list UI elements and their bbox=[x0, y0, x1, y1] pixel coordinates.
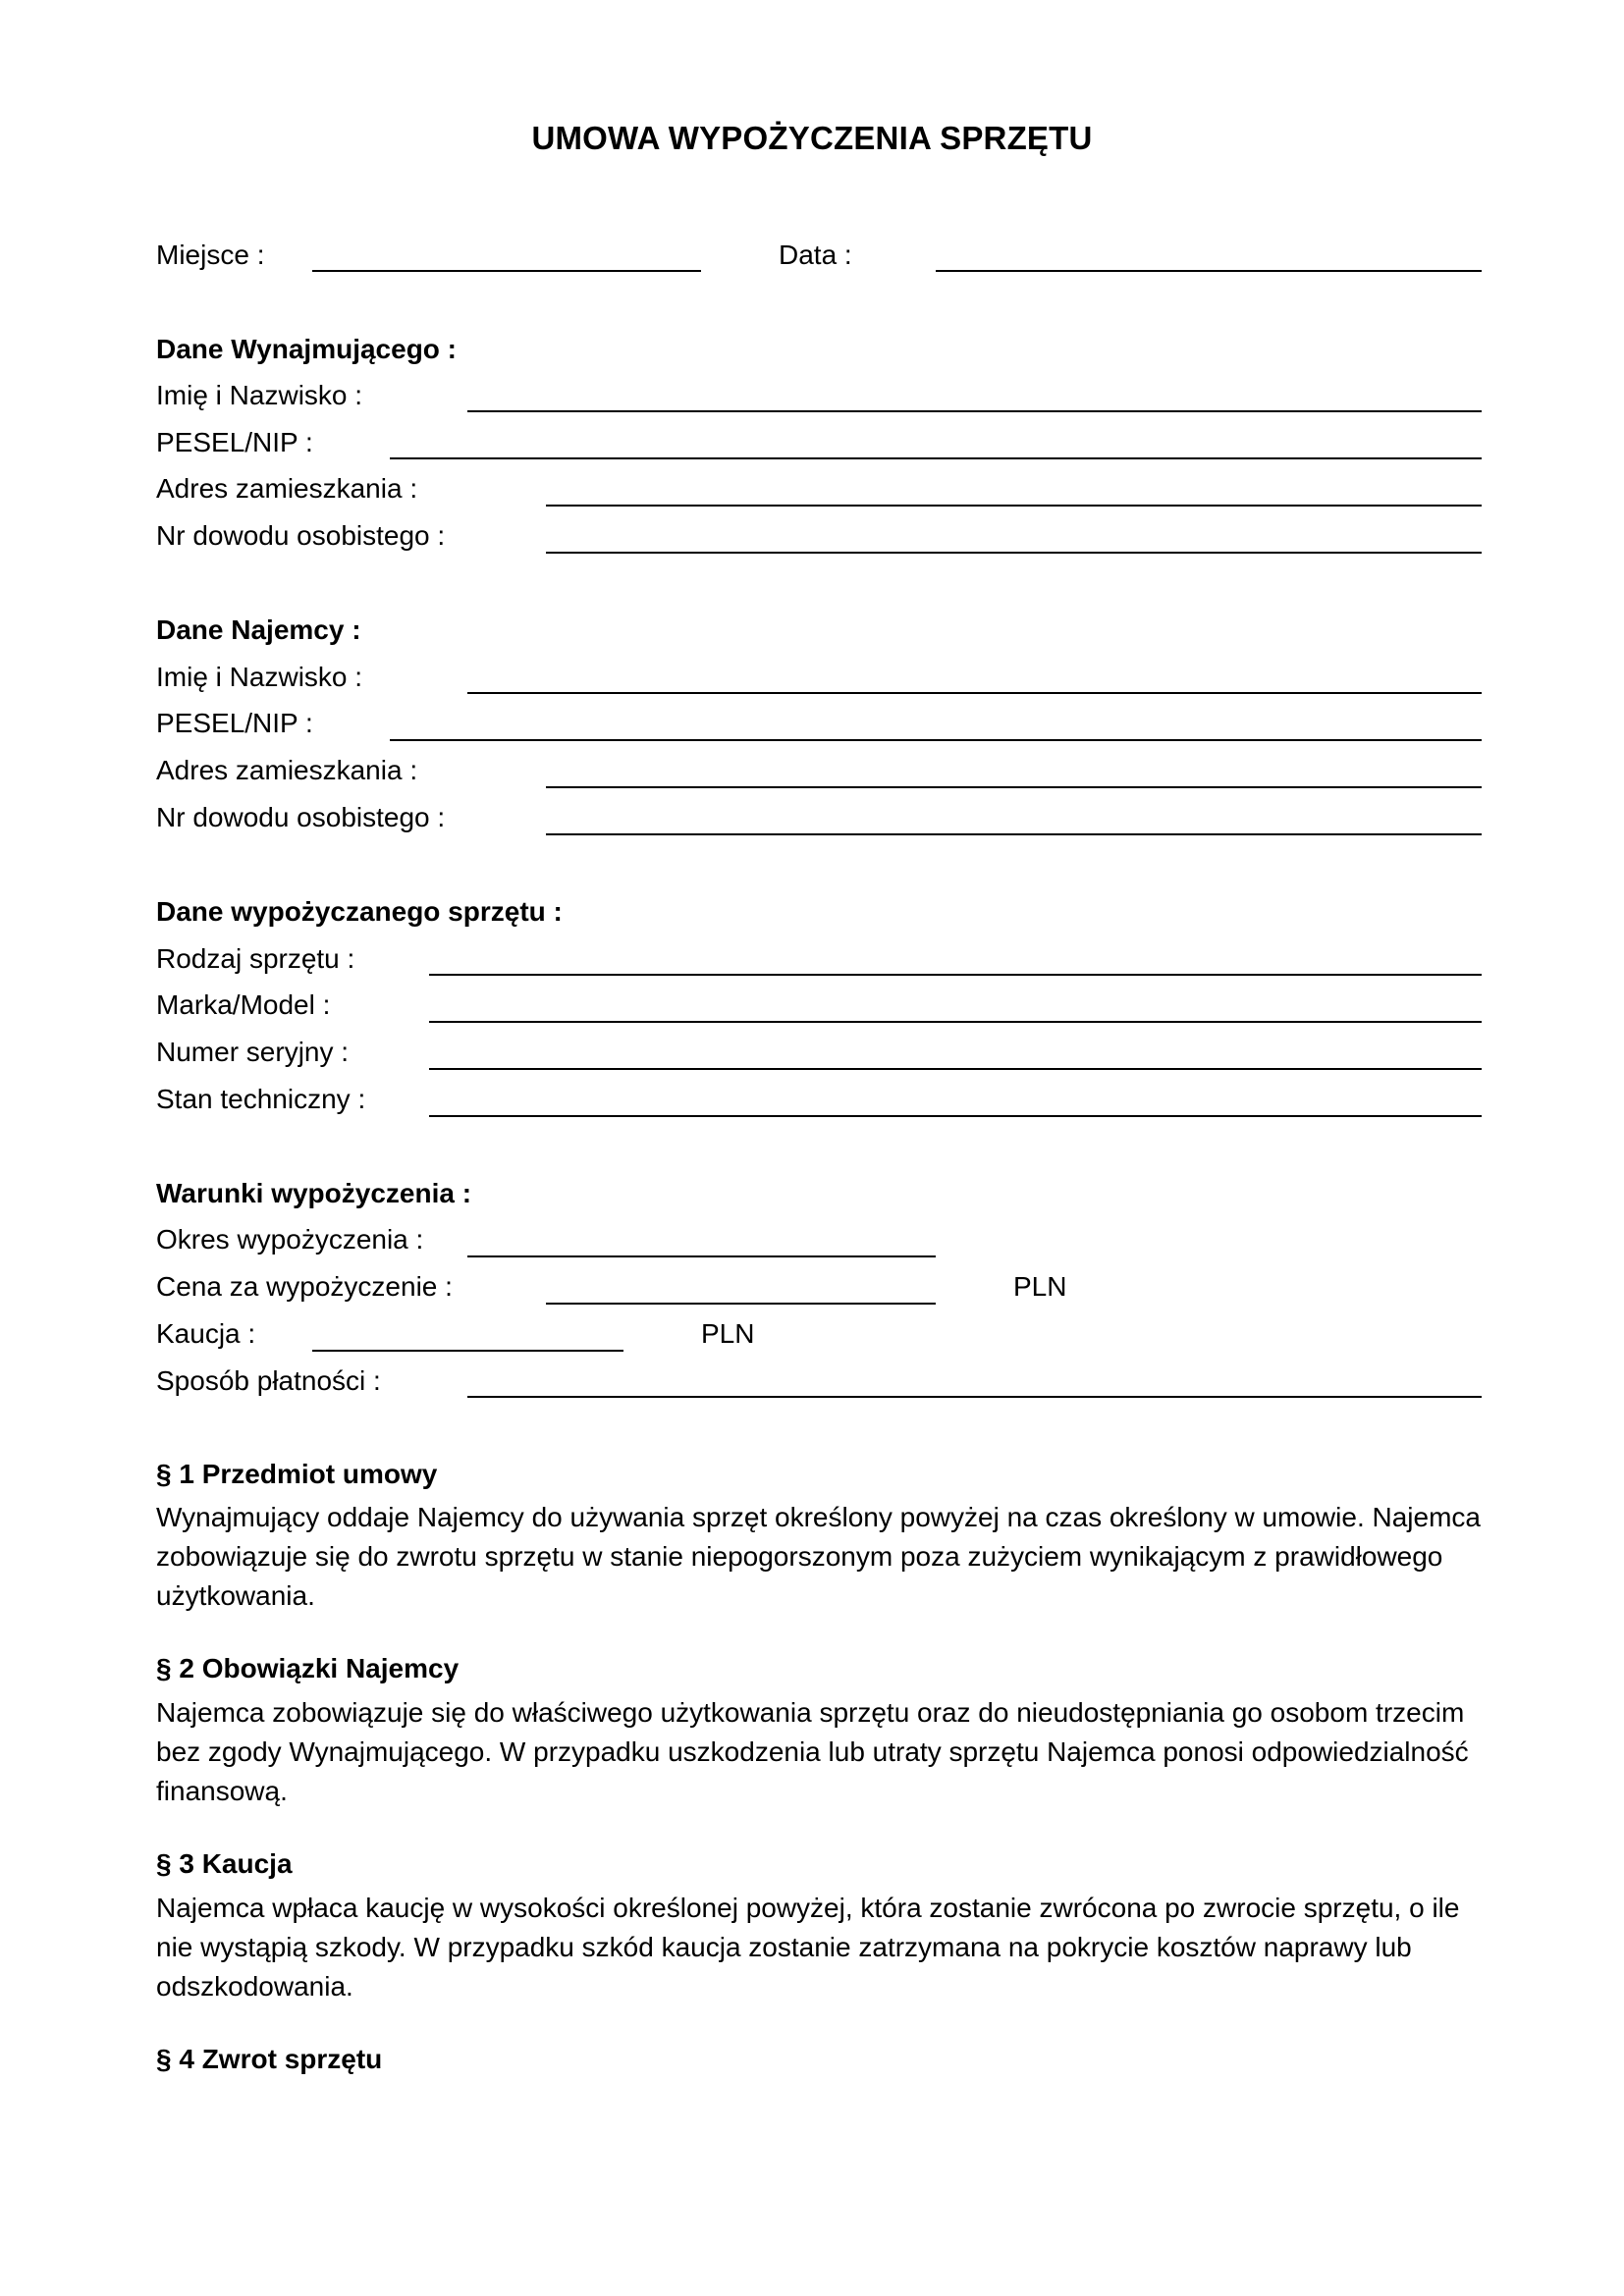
equipment-brand-field[interactable] bbox=[429, 1021, 1482, 1023]
section-2-body bbox=[156, 1693, 1491, 1811]
deposit-currency: PLN bbox=[701, 1318, 755, 1349]
section-2-heading: § 2 Obowiązki Najemcy bbox=[156, 1653, 460, 1683]
equipment-type-field[interactable] bbox=[429, 974, 1482, 976]
rental-price-currency: PLN bbox=[1013, 1271, 1067, 1302]
tenant-id-label: Nr dowodu osobistego : bbox=[156, 802, 446, 832]
section-2-line: bez zgody Wynajmującego. W przypadku uszkodzenia lub utraty sprzętu Najemca ponosi odpowiedzialność bbox=[156, 1736, 1469, 1767]
date-field[interactable] bbox=[936, 270, 1482, 272]
equipment-condition-label: Stan techniczny : bbox=[156, 1084, 366, 1114]
section-1-line: Wynajmujący oddaje Najemcy do używania sprzęt określony powyżej na czas określony w umowie. Najemca bbox=[156, 1502, 1481, 1532]
tenant-name-field[interactable] bbox=[467, 692, 1482, 694]
landlord-pesel-label: PESEL/NIP : bbox=[156, 427, 313, 457]
landlord-id-label: Nr dowodu osobistego : bbox=[156, 520, 446, 551]
terms-heading: Warunki wypożyczenia : bbox=[156, 1178, 472, 1208]
tenant-pesel-label: PESEL/NIP : bbox=[156, 708, 313, 738]
place-label: Miejsce : bbox=[156, 240, 265, 270]
document-title: UMOWA WYPOŻYCZENIA SPRZĘTU bbox=[531, 120, 1093, 156]
equipment-condition-field[interactable] bbox=[429, 1115, 1482, 1117]
payment-method-field[interactable] bbox=[467, 1396, 1482, 1398]
deposit-field[interactable] bbox=[312, 1350, 623, 1352]
tenant-address-label: Adres zamieszkania : bbox=[156, 755, 418, 785]
equipment-heading: Dane wypożyczanego sprzętu : bbox=[156, 896, 563, 927]
equipment-brand-label: Marka/Model : bbox=[156, 989, 331, 1020]
equipment-serial-field[interactable] bbox=[429, 1068, 1482, 1070]
rental-price-field[interactable] bbox=[546, 1303, 936, 1305]
equipment-type-label: Rodzaj sprzętu : bbox=[156, 943, 355, 974]
equipment-serial-label: Numer seryjny : bbox=[156, 1037, 350, 1067]
section-4-heading: § 4 Zwrot sprzętu bbox=[156, 2044, 383, 2074]
date-label: Data : bbox=[779, 240, 852, 270]
section-2-line: finansową. bbox=[156, 1776, 288, 1806]
section-1-line: zobowiązuje się do zwrotu sprzętu w stanie niepogorszonym poza zużyciem wynikającym z prawidłowego bbox=[156, 1541, 1443, 1572]
rental-period-label: Okres wypożyczenia : bbox=[156, 1224, 424, 1255]
landlord-pesel-field[interactable] bbox=[390, 457, 1482, 459]
tenant-address-field[interactable] bbox=[546, 786, 1482, 788]
section-3-line: Najemca wpłaca kaucję w wysokości określonej powyżej, która zostanie zwrócona po zwrocie sprzętu, o ile bbox=[156, 1893, 1460, 1923]
tenant-name-label: Imię i Nazwisko : bbox=[156, 662, 363, 692]
landlord-address-field[interactable] bbox=[546, 505, 1482, 507]
section-2-line: Najemca zobowiązuje się do właściwego użytkowania sprzętu oraz do nieudostępniania go osobom trzecim bbox=[156, 1697, 1465, 1728]
deposit-label: Kaucja : bbox=[156, 1318, 256, 1349]
tenant-id-field[interactable] bbox=[546, 833, 1482, 835]
landlord-heading: Dane Wynajmującego : bbox=[156, 334, 458, 364]
section-3-line: nie wystąpią szkody. W przypadku szkód kaucja zostanie zatrzymana na pokrycie kosztów naprawy lub bbox=[156, 1932, 1412, 1962]
place-field[interactable] bbox=[312, 270, 701, 272]
landlord-name-field[interactable] bbox=[467, 410, 1482, 412]
section-3-heading: § 3 Kaucja bbox=[156, 1848, 293, 1879]
landlord-name-label: Imię i Nazwisko : bbox=[156, 380, 363, 410]
section-1-body bbox=[156, 1498, 1491, 1616]
section-3-line: odszkodowania. bbox=[156, 1971, 353, 2002]
rental-price-label: Cena za wypożyczenie : bbox=[156, 1271, 453, 1302]
landlord-address-label: Adres zamieszkania : bbox=[156, 473, 418, 504]
tenant-heading: Dane Najemcy : bbox=[156, 614, 361, 645]
section-3-body bbox=[156, 1889, 1491, 2006]
section-1-heading: § 1 Przedmiot umowy bbox=[156, 1459, 438, 1489]
rental-period-field[interactable] bbox=[467, 1255, 936, 1257]
landlord-id-field[interactable] bbox=[546, 552, 1482, 554]
section-1-line: użytkowania. bbox=[156, 1580, 315, 1611]
payment-method-label: Sposób płatności : bbox=[156, 1365, 381, 1396]
tenant-pesel-field[interactable] bbox=[390, 739, 1482, 741]
